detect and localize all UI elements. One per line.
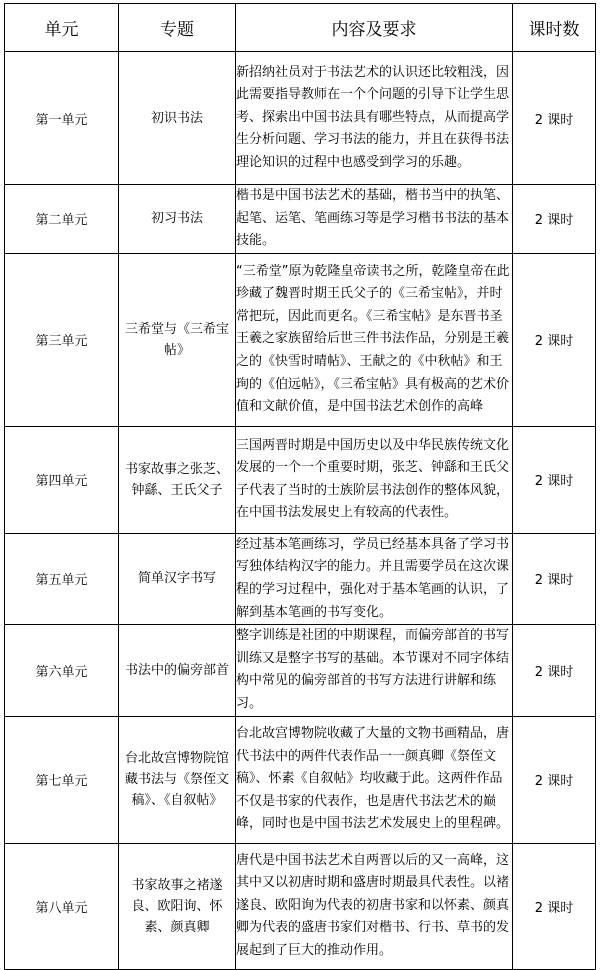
- unit-cell: 第四单元: [5, 426, 119, 533]
- topic-cell: 初识书法: [119, 52, 236, 185]
- table-row: [5, 52, 596, 185]
- unit-cell: 第六单元: [5, 625, 119, 716]
- unit-cell: 第一单元: [5, 52, 119, 185]
- topic-cell: 书家故事之褚遂良、欧阳询、怀素、颜真卿: [119, 843, 236, 969]
- content-cell: 楷书是中国书法艺术的基础，楷书当中的执笔、起笔、运笔、笔画练习等是学习楷书书法的基本技能。: [236, 185, 513, 254]
- topic-cell: 书家故事之张芝、钟繇、王氏父子: [119, 426, 236, 533]
- table-row: [5, 625, 596, 716]
- content-cell: 经过基本笔画练习，学员已经基本具备了学习书写独体结构汉字的能力。并且需要学员在这次课程的学习过程中，强化对于基本笔画的认识，了解到基本笔画的书写变化。: [236, 533, 513, 624]
- header-unit: 单元: [5, 4, 119, 52]
- topic-cell: 三希堂与《三希宝帖》: [119, 253, 236, 426]
- table-row: [5, 253, 596, 426]
- header-hours: 课时数: [513, 4, 596, 52]
- topic-cell: 书法中的偏旁部首: [119, 625, 236, 716]
- topic-cell: 简单汉字书写: [119, 533, 236, 624]
- header-topic: 专题: [119, 4, 236, 52]
- content-cell: 新招纳社员对于书法艺术的认识还比较粗浅，因此需要指导教师在一个个问题的引导下让学生思考、探索出中国书法具有哪些特点，从而提高学生分析问题、学习书法的能力，并且在获得书法理论知识的过程中也感受到学习的乐趣。: [236, 52, 513, 185]
- table-row: [5, 185, 596, 254]
- unit-cell: 第五单元: [5, 533, 119, 624]
- hours-cell: 2 课时: [513, 716, 596, 843]
- unit-cell: 第八单元: [5, 843, 119, 969]
- content-cell: 三国两晋时期是中国历史以及中华民族传统文化发展的一个一个重要时期，张芝、钟繇和王氏父子代表了当时的士族阶层书法创作的整体风貌，在中国书法发展史上有较高的代表性。: [236, 426, 513, 533]
- content-cell: 整字训练是社团的中期课程，而偏旁部首的书写训练又是整字书写的基础。本节课对不同字体结构中常见的偏旁部首的书写方法进行讲解和练习。: [236, 625, 513, 716]
- table-header-row: [5, 4, 596, 52]
- hours-cell: 2 课时: [513, 533, 596, 624]
- header-content: 内容及要求: [236, 4, 513, 52]
- content-cell: 台北故宫博物院收藏了大量的文物书画精品，唐代书法中的两件代表作品一一颜真卿《祭侄文稿》、怀素《自叙帖》均收藏于此。这两件作品不仅是书家的代表作，也是唐代书法艺术的巅峰，同时也是中国书法艺术发展史上的里程碑。: [236, 716, 513, 843]
- content-cell: 唐代是中国书法艺术自两晋以后的又一高峰，这其中又以初唐时期和盛唐时期最具代表性。以褚遂良、欧阳询为代表的初唐书家和以怀素、颜真卿为代表的盛唐书家们对楷书、行书、草书的发展起到了巨大的推动作用。: [236, 843, 513, 969]
- table-row: [5, 843, 596, 969]
- topic-cell: 台北故宫博物院馆藏书法与《祭侄文稿》、《自叙帖》: [119, 716, 236, 843]
- table-row: [5, 716, 596, 843]
- unit-cell: 第三单元: [5, 253, 119, 426]
- table-row: [5, 533, 596, 624]
- hours-cell: 2 课时: [513, 185, 596, 254]
- content-cell: “三希堂”原为乾隆皇帝读书之所，乾隆皇帝在此珍藏了魏晋时期王氏父子的《三希宝帖》，并时常把玩，因此而更名。《三希宝帖》是东晋书圣王羲之家族留给后世三件书法作品，分别是王羲之的《快雪时晴帖》、王献之的《中秋帖》和王珣的《伯远帖》，《三希宝帖》具有极高的艺术价值和文献价值，是中国书法艺术创作的高峰: [236, 253, 513, 426]
- hours-cell: 2 课时: [513, 426, 596, 533]
- unit-cell: 第二单元: [5, 185, 119, 254]
- topic-cell: 初习书法: [119, 185, 236, 254]
- table-row: [5, 426, 596, 533]
- course-syllabus-table: [4, 3, 596, 970]
- hours-cell: 2 课时: [513, 843, 596, 969]
- hours-cell: 2 课时: [513, 625, 596, 716]
- hours-cell: 2 课时: [513, 253, 596, 426]
- hours-cell: 2 课时: [513, 52, 596, 185]
- unit-cell: 第七单元: [5, 716, 119, 843]
